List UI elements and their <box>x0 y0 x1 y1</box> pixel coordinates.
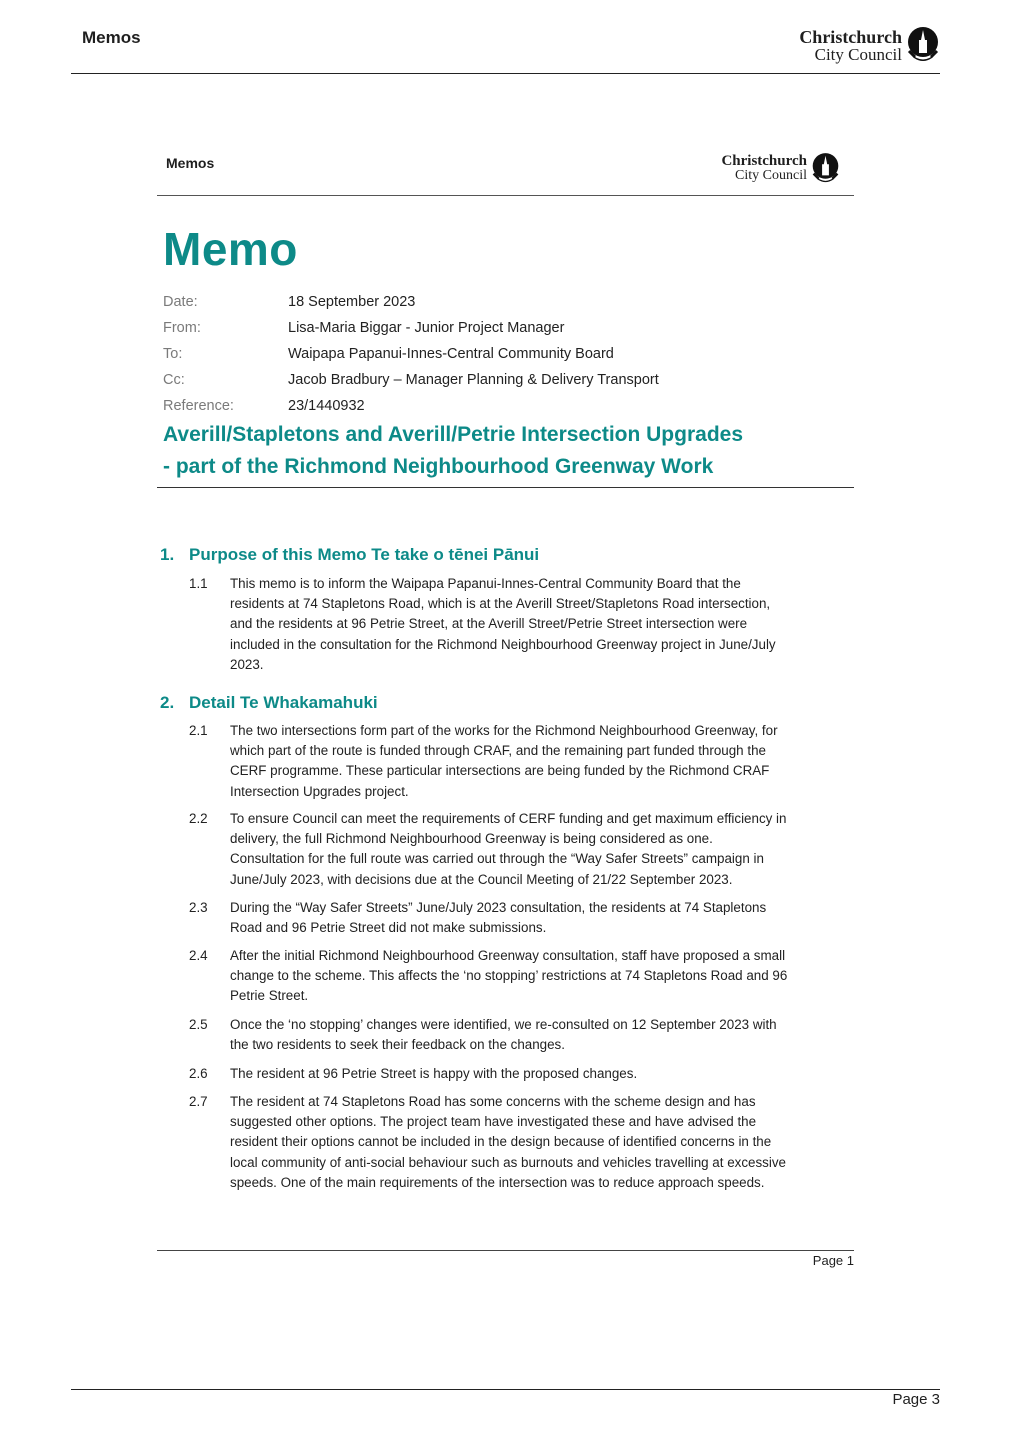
page-header <box>71 18 940 74</box>
header-title: Memos <box>82 28 141 47</box>
logo-text-line2: City Council <box>735 168 807 183</box>
paragraph-number: 2.2 <box>189 811 208 826</box>
paragraph-line: During the “Way Safer Streets” June/July 2023 consultation, the residents at 74 Stapletons <box>230 900 767 915</box>
meta-row-from <box>163 315 659 341</box>
meta-row-cc <box>163 367 659 393</box>
paragraph-line: resident their options cannot be included in the design because of identified concerns in the <box>230 1134 772 1150</box>
meta-label: To: <box>163 346 183 362</box>
paragraph-line: delivery, the full Richmond Neighbourhood Greenway is being considered as one. <box>230 831 713 847</box>
paragraph-line: local community of anti-social behaviour such as burnouts and vehicles travelling at excessive <box>230 1154 786 1170</box>
paragraph-line: Once the ‘no stopping’ changes were identified, we re-consulted on 12 September 2023 with <box>230 1017 777 1032</box>
paragraph-line: June/July 2023, with decisions due at the Council Meeting of 21/22 September 2023. <box>230 871 733 887</box>
meta-row-date <box>163 289 659 315</box>
section-title: Purpose of this Memo Te take o tēnei Pānui <box>189 545 540 564</box>
meta-value: Jacob Bradbury – Manager Planning & Delivery Transport <box>288 372 659 388</box>
page-number: Page 3 <box>892 1391 940 1408</box>
paragraph-line: Road and 96 Petrie Street did not make submissions. <box>230 920 547 936</box>
paragraph-number: 2.6 <box>189 1066 208 1081</box>
memo-title: Memo <box>163 223 298 275</box>
meta-label: Reference: <box>163 398 234 414</box>
paragraph-line: change to the scheme. This affects the ‘no stopping’ restrictions at 74 Stapletons Road and 96 <box>230 968 788 984</box>
paragraph-line: After the initial Richmond Neighbourhood Greenway consultation, staff have proposed a small <box>230 948 786 963</box>
cathedral-emblem-icon <box>811 153 840 184</box>
paragraph <box>189 809 859 890</box>
meta-row-to <box>163 341 659 367</box>
paragraph <box>189 1092 859 1193</box>
meta-label: Date: <box>163 294 198 310</box>
paragraph-line: Petrie Street. <box>230 988 309 1004</box>
section-title: Detail Te Whakamahuki <box>189 693 378 712</box>
section-number: 2. <box>160 693 175 712</box>
paragraph-number: 2.7 <box>189 1094 208 1109</box>
paragraph <box>189 721 859 802</box>
meta-value: Lisa-Maria Biggar - Junior Project Manager <box>288 320 565 336</box>
cathedral-emblem-icon <box>906 27 940 63</box>
meta-label: Cc: <box>163 372 185 388</box>
memo-header-title: Memos <box>166 155 215 171</box>
meta-value: Waipapa Papanui-Innes-Central Community Board <box>288 346 614 362</box>
paragraph-line: included in the consultation for the Richmond Neighbourhood Greenway project in June/July <box>230 636 776 652</box>
paragraph-line: This memo is to inform the Waipapa Papanui-Innes-Central Community Board that the <box>230 576 741 591</box>
meta-value: 23/1440932 <box>288 398 365 414</box>
subject-line: Averill/Stapletons and Averill/Petrie Intersection Upgrades <box>163 423 744 446</box>
paragraph <box>189 946 859 1007</box>
section-number: 1. <box>160 545 175 564</box>
paragraph-number: 2.3 <box>189 900 208 915</box>
meta-label: From: <box>163 320 201 336</box>
paragraph-line: and the residents at 96 Petrie Street, at the Averill Street/Petrie Street intersection were <box>230 616 748 632</box>
paragraph <box>189 1064 859 1084</box>
paragraph <box>189 1015 859 1055</box>
paragraph <box>189 574 859 675</box>
memo-subject <box>157 419 854 488</box>
memo-metadata <box>163 289 659 419</box>
paragraph-line: The resident at 74 Stapletons Road has some concerns with the scheme design and has <box>230 1094 756 1109</box>
paragraph-number: 1.1 <box>189 576 208 591</box>
subject-line: - part of the Richmond Neighbourhood Greenway Work <box>163 455 714 478</box>
memo-council-logo <box>721 153 840 184</box>
page-footer <box>71 1389 940 1408</box>
paragraph-number: 2.4 <box>189 948 208 963</box>
paragraph-line: To ensure Council can meet the requirements of CERF funding and get maximum efficiency in <box>230 811 787 826</box>
paragraph-line: The resident at 96 Petrie Street is happy with the proposed changes. <box>230 1066 638 1081</box>
meta-value: 18 September 2023 <box>288 294 416 310</box>
paragraph-line: The two intersections form part of the works for the Richmond Neighbourhood Greenway, for <box>230 723 778 738</box>
section-heading-purpose <box>160 545 539 565</box>
paragraph-number: 2.1 <box>189 723 208 738</box>
section-heading-detail <box>160 693 378 713</box>
paragraph-line: CERF programme. These particular intersections are being funded by the Richmond CRAF <box>230 763 770 779</box>
memo-header <box>157 150 854 196</box>
memo-footer <box>157 1250 854 1268</box>
paragraph-line: speeds. One of the main requirements of the intersection was to reduce approach speeds. <box>230 1174 765 1190</box>
council-logo <box>799 27 940 63</box>
paragraph-line: Intersection Upgrades project. <box>230 783 409 799</box>
paragraph-line: the two residents to seek their feedback on the changes. <box>230 1037 565 1053</box>
paragraph-line: residents at 74 Stapletons Road, which is at the Averill Street/Stapletons Road intersection, <box>230 596 771 612</box>
paragraph-line: suggested other options. The project team have investigated these and have advised the <box>230 1114 757 1130</box>
logo-text-line2: City Council <box>814 44 902 64</box>
logo-text-line1: Christchurch <box>799 26 902 47</box>
logo-text-line1: Christchurch <box>721 153 807 169</box>
paragraph-number: 2.5 <box>189 1017 208 1032</box>
paragraph-line: 2023. <box>230 656 264 672</box>
meta-row-reference <box>163 393 659 419</box>
paragraph-line: Consultation for the full route was carried out through the “Way Safer Streets” campaign in <box>230 851 764 867</box>
paragraph <box>189 898 859 938</box>
paragraph-line: which part of the route is funded through CRAF, and the remaining part funded through the <box>230 743 766 759</box>
memo-page-number: Page 1 <box>812 1253 854 1268</box>
